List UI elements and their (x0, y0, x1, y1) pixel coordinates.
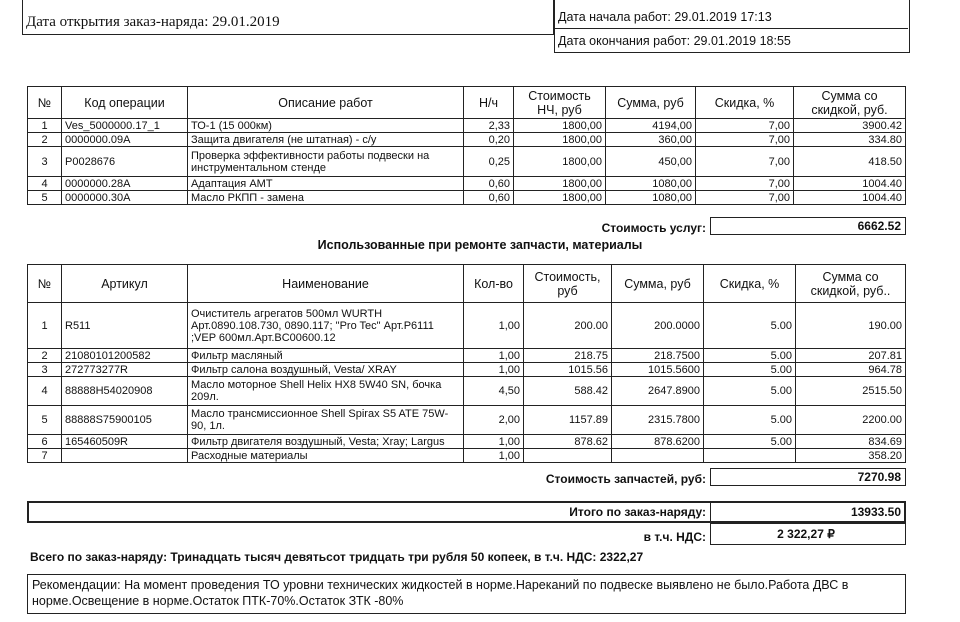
table-row: 5 88888S75900105 Масло трансмиссионное Shell Spirax S5 ATE 75W-90, 1л. 2,00 1157.89 2315.7800 5.00 2200.00 (28, 406, 906, 435)
parts-header-row (28, 265, 906, 303)
col-name: Наименование (188, 265, 464, 303)
table-row: 2 21080101200582 Фильтр масляный 1,00 218.75 218.7500 5.00 207.81 (28, 349, 906, 363)
start-date: Дата начала работ: 29.01.2019 17:13 (558, 10, 772, 24)
col-description: Описание работ (188, 87, 464, 119)
table-row: 7 Расходные материалы 1,00 358.20 (28, 449, 906, 463)
recommendations-box: Рекомендации: На момент проведения ТО уровни технических жидкостей в норме.Нареканий по подвеске выявлено не было.Работа ДВС в норме.Освещение в норме.Остаток ПТК-70%.Остаток ЗТК -80% (27, 574, 906, 614)
services-total-label: Стоимость услуг: (601, 221, 706, 235)
parts-total-value: 7270.98 (710, 468, 906, 486)
order-total-value: 13933.50 (710, 501, 906, 523)
parts-total-label: Стоимость запчастей, руб: (545, 472, 706, 486)
header-divider (554, 28, 908, 29)
table-row: 1 R511 Очиститель агрегатов 500мл WURTH Арт.0890.108.730, 0890.117; "Pro Tec" Арт.P6111 ;VEP 600мл.Арт.BC00600.12 1,00 200.00 200.0000 5.00 190.00 (28, 303, 906, 349)
col-cost: Стоимость, руб (524, 265, 612, 303)
table-row: 5 0000000.30A Масло РКПП - замена 0,60 1800,00 1080,00 7,00 1004.40 (28, 191, 906, 205)
vat-value: 2 322,27 ₽ (710, 523, 906, 545)
table-row: 6 165460509R Фильтр двигателя воздушный, Vesta; Xray; Largus 1,00 878.62 878.6200 5.00 834.69 (28, 435, 906, 449)
vat-label: в т.ч. НДС: (643, 530, 706, 544)
col-discount: Скидка, % (704, 265, 796, 303)
col-discounted-sum: Сумма со скидкой, руб.. (796, 265, 906, 303)
col-number: № (28, 265, 62, 303)
col-hour-cost: Стоимость НЧ, руб (514, 87, 606, 119)
col-sum: Сумма, руб (612, 265, 704, 303)
table-row: 4 88888H54020908 Масло моторное Shell Helix HX8 5W40 SN, бочка 209л. 4,50 588.42 2647.8900 5.00 2515.50 (28, 377, 906, 406)
col-quantity: Кол-во (464, 265, 524, 303)
open-date: Дата открытия заказ-наряда: 29.01.2019 (26, 14, 280, 30)
works-header-row (28, 87, 906, 119)
col-article: Артикул (62, 265, 188, 303)
col-hours: Н/ч (464, 87, 514, 119)
col-sum: Сумма, руб (606, 87, 696, 119)
order-total-label: Итого по заказ-наряду: (569, 505, 706, 519)
col-discount: Скидка, % (696, 87, 794, 119)
table-row: 3 272773277R Фильтр салона воздушный, Vesta/ XRAY 1,00 1015.56 1015.5600 5.00 964.78 (28, 363, 906, 377)
works-table (27, 86, 906, 205)
parts-section-title: Использованные при ремонте запчасти, материалы (317, 238, 643, 252)
col-discounted-sum: Сумма со скидкой, руб. (794, 87, 906, 119)
table-row: 1 Ves_5000000.17_1 ТО-1 (15 000км) 2,33 1800,00 4194,00 7,00 3900.42 (28, 119, 906, 133)
parts-table (27, 264, 906, 463)
table-row: 3 P0028676 Проверка эффективности работы подвески на инструментальном стенде 0,25 1800,00 450,00 7,00 418.50 (28, 147, 906, 177)
table-row: 4 0000000.28A Адаптация АМТ 0,60 1800,00 1080,00 7,00 1004.40 (28, 177, 906, 191)
services-total-value: 6662.52 (710, 217, 906, 235)
col-number: № (28, 87, 62, 119)
total-in-words: Всего по заказ-наряду: Тринадцать тысяч девятьсот тридцать три рубля 50 копеек, в т.ч. НДС: 2322,27 (30, 550, 644, 564)
table-row: 2 0000000.09A Защита двигателя (не штатная) - с/у 0,20 1800,00 360,00 7,00 334.80 (28, 133, 906, 147)
end-date: Дата окончания работ: 29.01.2019 18:55 (558, 34, 791, 48)
col-operation-code: Код операции (62, 87, 188, 119)
